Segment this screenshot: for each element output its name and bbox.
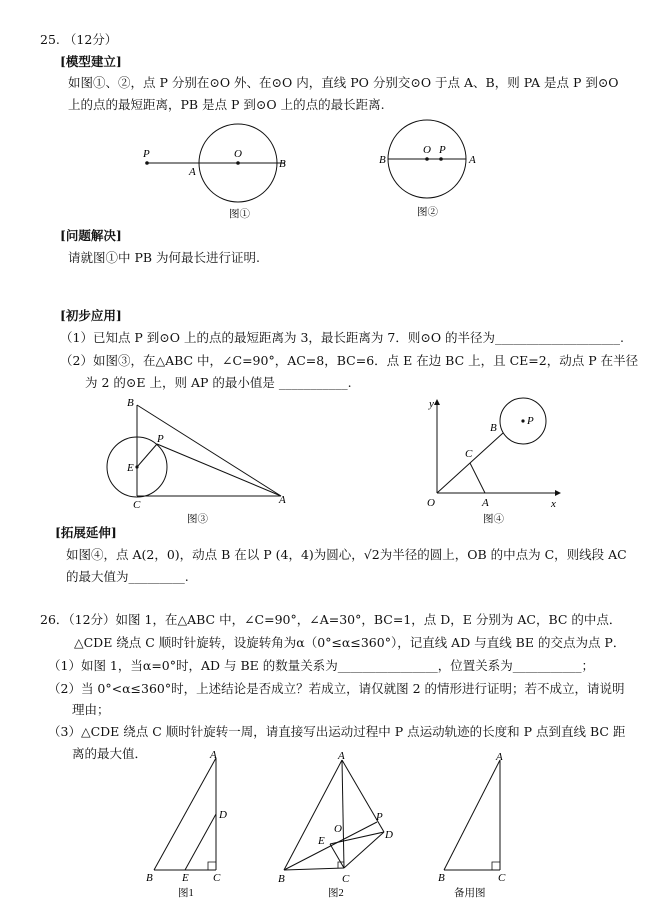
label-O: O [334, 823, 342, 835]
label-O: O [423, 144, 431, 156]
point-O [425, 157, 429, 161]
q25-number: 25. [40, 32, 60, 47]
section-title-extend: [拓展延伸] [55, 525, 117, 540]
label-B: B [438, 872, 445, 884]
figure-2-circle-inside [375, 115, 485, 220]
q26-question-2-line1: （2）当 0°<α≤360°时，上述结论是否成立？若成立，请仅就图 2 的情形进行证明；若不成立，请说明 [48, 681, 625, 696]
figure-4-caption: 图④ [483, 514, 504, 525]
label-P: P [439, 144, 446, 156]
segment-PA [157, 444, 281, 496]
segment-BP [284, 822, 377, 870]
extend-text-line1: 如图④，点 A(2，0)，动点 B 在以 P (4，4)为圆心，√2为半径的圆上，OB 的中点为 C，则线段 AC [66, 547, 627, 562]
q26-question-2-line2: 理由； [72, 702, 110, 717]
y-axis-arrow [434, 399, 440, 405]
label-P: P [157, 433, 164, 445]
label-A: A [338, 750, 345, 762]
figure-26-1 [140, 750, 240, 900]
side-AB [284, 760, 342, 870]
figure-26-spare [432, 750, 522, 900]
figure-2-caption: 图② [417, 207, 438, 218]
extend-text-line2: 的最大值为_________. [66, 569, 189, 584]
right-angle-mark [208, 862, 216, 870]
q26-stem-line1: 26．（12分）如图 1，在△ABC 中，∠C=90°，∠A=30°，BC=1，点 D，E 分别为 AC，BC 的中点． [40, 612, 622, 627]
label-D: D [219, 809, 227, 821]
label-B: B [279, 158, 286, 170]
point-P [521, 419, 524, 422]
section-title-solve: [问题解决] [60, 228, 122, 243]
section-title-model: [模型建立] [60, 54, 122, 69]
model-text-line2: 上的点的最短距离，PB 是点 P 到⊙O 上的点的最长距离. [68, 97, 385, 112]
label-C: C [342, 873, 350, 885]
q25-header [40, 30, 117, 48]
q26-stem-line2: △CDE 绕点 C 顺时针旋转，设旋转角为α（0°≤α≤360°），记直线 AD 与直线 BE 的交点为点 P． [74, 635, 626, 650]
side-AB [154, 758, 216, 870]
label-B: B [127, 397, 134, 409]
side-AC [342, 760, 344, 868]
label-P: P [376, 811, 383, 823]
x-axis-arrow [555, 490, 561, 496]
q25-score: （12分） [63, 32, 118, 47]
label-A: A [469, 154, 476, 166]
label-B: B [278, 873, 285, 885]
figure-4-coordinate [405, 393, 565, 528]
figure-26-spare-caption: 备用图 [454, 888, 486, 899]
label-A: A [482, 497, 489, 509]
label-P: P [527, 415, 534, 427]
solve-text: 请就图①中 PB 为何最长进行证明. [68, 250, 261, 265]
label-O: O [427, 497, 435, 509]
label-A: A [279, 494, 286, 506]
label-A: A [189, 166, 196, 178]
figure-26-1-caption: 图1 [178, 888, 194, 899]
label-E: E [182, 872, 189, 884]
right-angle-mark [492, 862, 500, 870]
side-AB [444, 760, 500, 870]
label-C: C [498, 872, 506, 884]
label-C: C [133, 499, 141, 511]
figure-26-2 [272, 750, 402, 900]
segment-CA [470, 463, 485, 493]
q26-question-3-line2: 离的最大值． [72, 746, 148, 761]
figure-26-2-caption: 图2 [328, 888, 344, 899]
figure-1-circle-outside [135, 120, 305, 220]
point-P [145, 161, 149, 165]
apply-question-1: （1）已知点 P 到⊙O 上的点的最短距离为 3，最长距离为 7．则⊙O 的半径为____________________. [60, 330, 625, 345]
label-D: D [385, 829, 393, 841]
point-O [236, 161, 240, 165]
q26-question-1: （1）如图 1，当α=0°时，AD 与 BE 的数量关系为________________，位置关系为___________； [48, 658, 595, 673]
segment-CD [344, 832, 384, 868]
section-title-apply: [初步应用] [60, 308, 122, 323]
side-BA [137, 405, 281, 496]
q26-question-3-line1: （3）△CDE 绕点 C 顺时针旋转一周，请直接写出运动过程中 P 点运动轨迹的长度和 P 点到直线 BC 距 [48, 724, 626, 739]
label-B: B [490, 422, 497, 434]
segment-CE [330, 844, 344, 868]
apply-question-2-line1: （2）如图③，在△ABC 中，∠C=90°，AC=8，BC=6．点 E 在边 BC 上，且 CE=2，动点 P 在半径 [60, 353, 639, 368]
label-O: O [234, 148, 242, 160]
figure-1-caption: 图① [229, 209, 250, 220]
label-P: P [143, 148, 150, 160]
label-B: B [379, 154, 386, 166]
label-E: E [318, 835, 325, 847]
model-text-line1: 如图①、②，点 P 分别在⊙O 外、在⊙O 内，直线 PO 分别交⊙O 于点 A、B，则 PA 是点 P 到⊙O [68, 75, 619, 90]
label-B: B [146, 872, 153, 884]
label-C: C [213, 872, 221, 884]
label-C: C [465, 448, 473, 460]
side-BC [284, 868, 344, 870]
segment-EP [137, 444, 157, 467]
segment-ED [185, 814, 216, 870]
label-A: A [496, 751, 503, 763]
figure-3-caption: 图③ [187, 514, 208, 525]
figure-3-triangle [95, 393, 295, 528]
point-E [135, 465, 138, 468]
label-x: x [551, 498, 556, 510]
label-A: A [210, 750, 217, 761]
label-y: y [429, 398, 434, 410]
point-P [439, 157, 443, 161]
label-E: E [127, 462, 134, 474]
apply-question-2-line2: 为 2 的⊙E 上，则 AP 的最小值是 ___________. [85, 375, 352, 390]
